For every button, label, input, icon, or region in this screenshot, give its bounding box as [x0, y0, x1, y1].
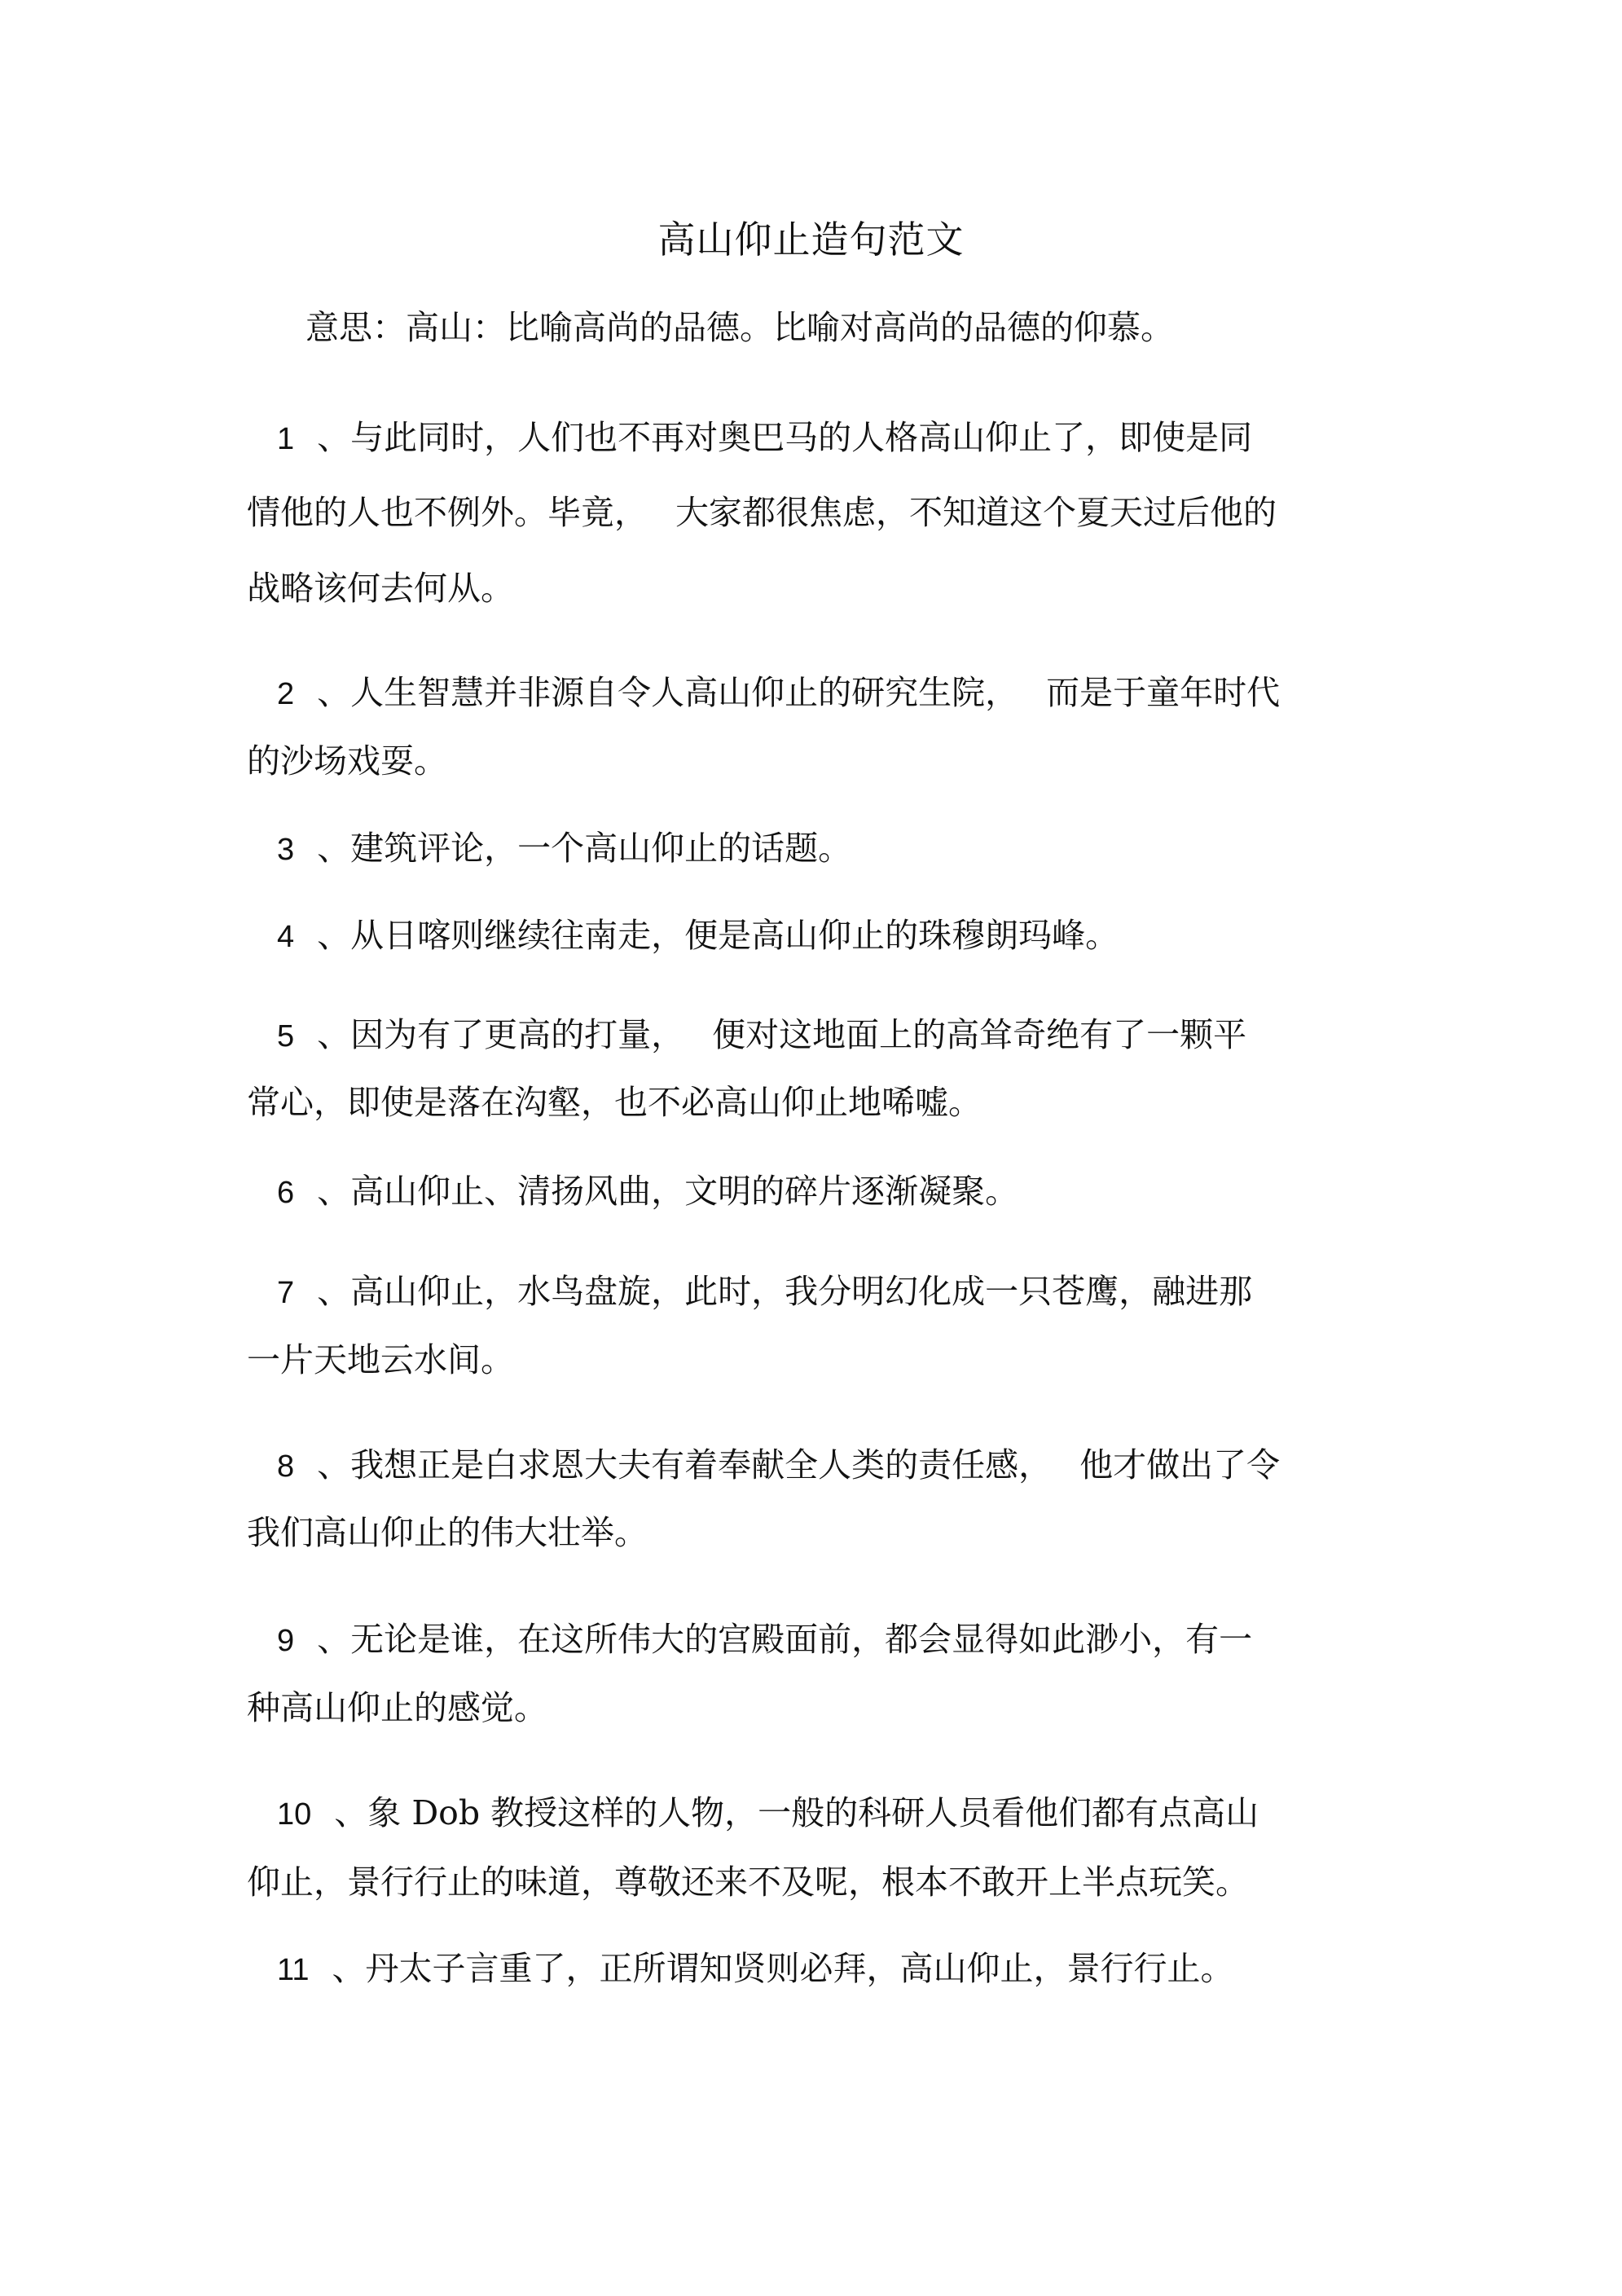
item-text: 战略该何去何从。 [247, 569, 514, 608]
item-number: 2 [277, 677, 295, 711]
list-item-9-line-1 [277, 1613, 1252, 1667]
document-title: 高山仰止造句范文 [657, 218, 965, 262]
item-text: 我们高山仰止的伟大壮举。 [247, 1513, 648, 1552]
list-item-8-line-2 [247, 1506, 648, 1559]
list-item-8-line-1 [277, 1439, 1280, 1493]
list-item-7-line-2 [247, 1334, 514, 1386]
list-item-5-line-1 [277, 1009, 1246, 1062]
item-text: 情他的人也不例外。毕竟， [247, 493, 648, 532]
list-item-1-line-2 [247, 486, 1277, 539]
list-item-10-line-1 [277, 1787, 1259, 1841]
list-item-7-line-1 [277, 1265, 1252, 1319]
list-item-9-line-2 [247, 1682, 547, 1734]
item-number: 7 [277, 1276, 295, 1310]
item-number: 10 [277, 1797, 312, 1832]
item-text: 的沙场戏耍。 [247, 741, 447, 781]
item-number: 8 [277, 1449, 295, 1484]
item-text: 、丹太子言重了，正所谓知贤则必拜，高山仰止，景行行止。 [332, 1949, 1234, 1988]
item-text: 便对这地面上的高耸奇绝有了一颗平 [712, 1015, 1247, 1054]
item-text: 、我想正是白求恩大夫有着奉献全人类的责任感， [317, 1445, 1053, 1484]
item-text: 大家都很焦虑，不知道这个夏天过后他的 [675, 493, 1277, 532]
item-text: 常心，即使是落在沟壑，也不必高山仰止地唏嘘。 [247, 1083, 982, 1122]
item-number: 3 [277, 833, 295, 867]
item-text: 他才做出了令 [1079, 1445, 1281, 1484]
item-text: 、无论是谁，在这所伟大的宫殿面前，都会显得如此渺小，有一 [317, 1620, 1253, 1659]
meaning-paragraph: 意思：高山：比喻高尚的品德。比喻对高尚的品德的仰慕。 [305, 308, 1174, 347]
item-number: 9 [277, 1624, 295, 1658]
item-number: 11 [277, 1953, 310, 1987]
item-text: 、高山仰止，水鸟盘旋，此时，我分明幻化成一只苍鹰，融进那 [317, 1272, 1253, 1311]
list-item-1-line-1 [277, 411, 1252, 465]
item-text: 种高山仰止的感觉。 [247, 1688, 547, 1727]
item-text: 、与此同时，人们也不再对奥巴马的人格高山仰止了，即使是同 [317, 418, 1253, 457]
item-text: 、建筑评论，一个高山仰止的话题。 [317, 829, 852, 868]
item-text: 、人生智慧并非源自令人高山仰止的研究生院， [317, 673, 1019, 712]
item-text: 、因为有了更高的打量， [317, 1015, 685, 1054]
item-number: 6 [277, 1176, 295, 1210]
item-number: 4 [277, 920, 295, 954]
list-item-11-line-1 [277, 1942, 1233, 1996]
item-number: 1 [277, 422, 295, 456]
list-item-4-line-1 [277, 909, 1119, 963]
list-item-2-line-2 [247, 735, 447, 787]
item-text: 仰止，景行行止的味道，尊敬还来不及呢，根本不敢开上半点玩笑。 [247, 1863, 1249, 1902]
item-text: 而是于童年时代 [1046, 673, 1281, 712]
item-text: 、高山仰止、清扬风曲，文明的碎片逐渐凝聚。 [317, 1172, 1019, 1211]
item-text: 、从日喀则继续往南走，便是高山仰止的珠穆朗玛峰。 [317, 916, 1119, 955]
list-item-3-line-1 [277, 822, 851, 876]
list-item-1-line-3 [247, 562, 514, 614]
list-item-5-line-2 [247, 1076, 982, 1128]
list-item-2-line-1 [277, 666, 1280, 720]
item-text: 、象 Dob 教授这样的人物，一般的科研人员看他们都有点高山 [334, 1793, 1259, 1832]
list-item-10-line-2 [247, 1856, 1249, 1908]
list-item-6-line-1 [277, 1165, 1018, 1219]
item-number: 5 [277, 1019, 295, 1053]
item-text: 一片天地云水间。 [247, 1340, 514, 1379]
